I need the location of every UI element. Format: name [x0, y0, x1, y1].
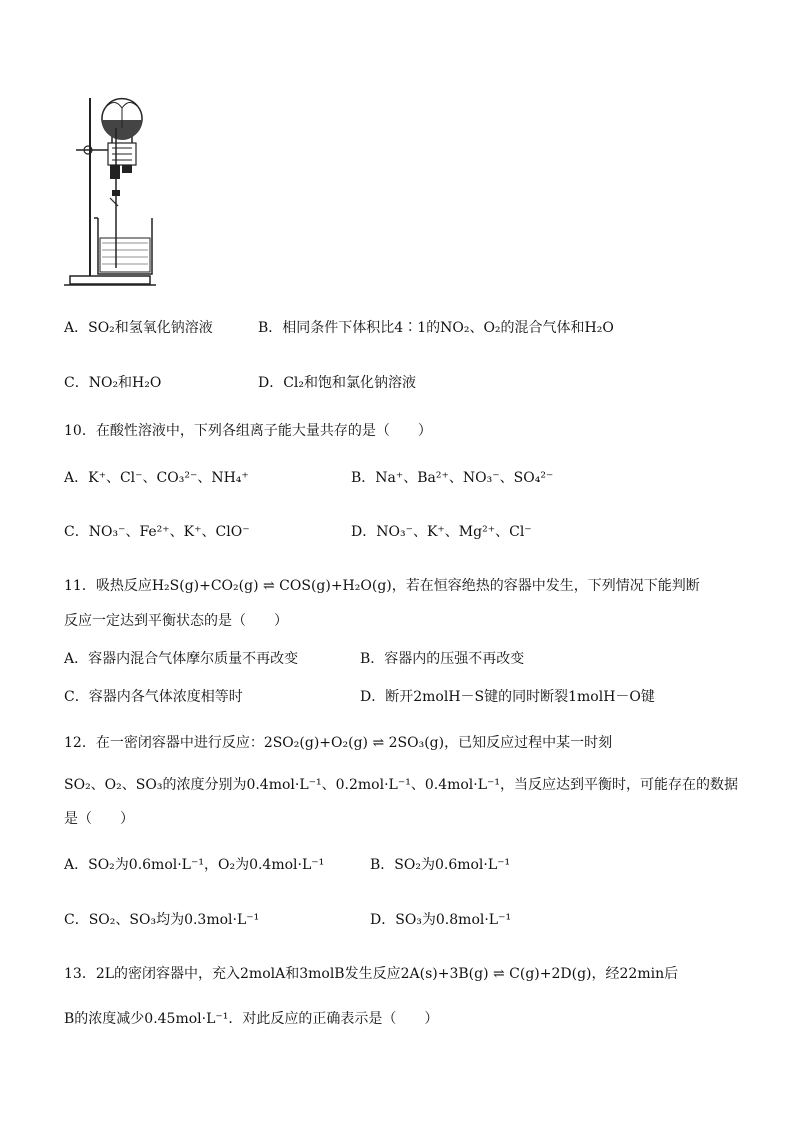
- q11-stem-line1: 11．吸热反应H₂S(g)+CO₂(g) ⇌ COS(g)+H₂O(g)，若在恒容绝热的容器中发生，下列情况下能判断: [64, 578, 700, 594]
- q9-option-d: D．Cl₂和饱和氯化钠溶液: [258, 375, 417, 391]
- q12-option-b: B．SO₂为0.6mol·L⁻¹: [370, 857, 511, 873]
- q11-option-b: B．容器内的压强不再改变: [360, 651, 525, 667]
- stand-base: [70, 276, 150, 284]
- q10-option-a: A．K⁺、Cl⁻、CO₃²⁻、NH₄⁺: [64, 470, 249, 486]
- q9-option-a: A．SO₂和氢氧化钠溶液: [64, 320, 213, 336]
- q12-option-a: A．SO₂为0.6mol·L⁻¹，O₂为0.4mol·L⁻¹: [64, 857, 325, 873]
- q11-option-c: C．容器内各气体浓度相等时: [64, 689, 243, 705]
- q11-option-d: D．断开2molH－S键的同时断裂1molH－O键: [360, 689, 655, 705]
- q9-option-c: C．NO₂和H₂O: [64, 375, 162, 391]
- q10-option-b: B．Na⁺、Ba²⁺、NO₃⁻、SO₄²⁻: [351, 470, 554, 486]
- fountain-apparatus-figure: [60, 88, 170, 293]
- q11-option-a: A．容器内混合气体摩尔质量不再改变: [64, 651, 299, 667]
- q12-stem-line2: SO₂、O₂、SO₃的浓度分别为0.4mol·L⁻¹、0.2mol·L⁻¹、0.4mol·L⁻¹，当反应达到平衡时，可能存在的数据: [64, 777, 739, 793]
- q12-option-d: D．SO₃为0.8mol·L⁻¹: [370, 912, 512, 928]
- q12-option-c: C．SO₂、SO₃均为0.3mol·L⁻¹: [64, 912, 260, 928]
- beaker: [98, 218, 152, 274]
- q10-stem: 10．在酸性溶液中，下列各组离子能大量共存的是（ ）: [64, 423, 432, 439]
- q12-stem-line1: 12．在一密闭容器中进行反应：2SO₂(g)+O₂(g) ⇌ 2SO₃(g)，已知反应过程中某一时刻: [64, 735, 613, 751]
- q11-stem-line2: 反应一定达到平衡状态的是（ ）: [64, 613, 288, 629]
- q13-stem-line2: B的浓度减少0.45mol·L⁻¹．对此反应的正确表示是（ ）: [64, 1011, 439, 1027]
- q10-option-d: D．NO₃⁻、K⁺、Mg²⁺、Cl⁻: [351, 524, 532, 540]
- q13-stem-line1: 13．2L的密闭容器中，充入2molA和3molB发生反应2A(s)+3B(g) ⇌ C(g)+2D(g)，经22min后: [64, 966, 679, 982]
- q12-stem-line3: 是（ ）: [64, 811, 134, 827]
- q10-option-c: C．NO₃⁻、Fe²⁺、K⁺、ClO⁻: [64, 524, 250, 540]
- q9-option-b: B．相同条件下体积比4∶1的NO₂、O₂的混合气体和H₂O: [258, 320, 614, 336]
